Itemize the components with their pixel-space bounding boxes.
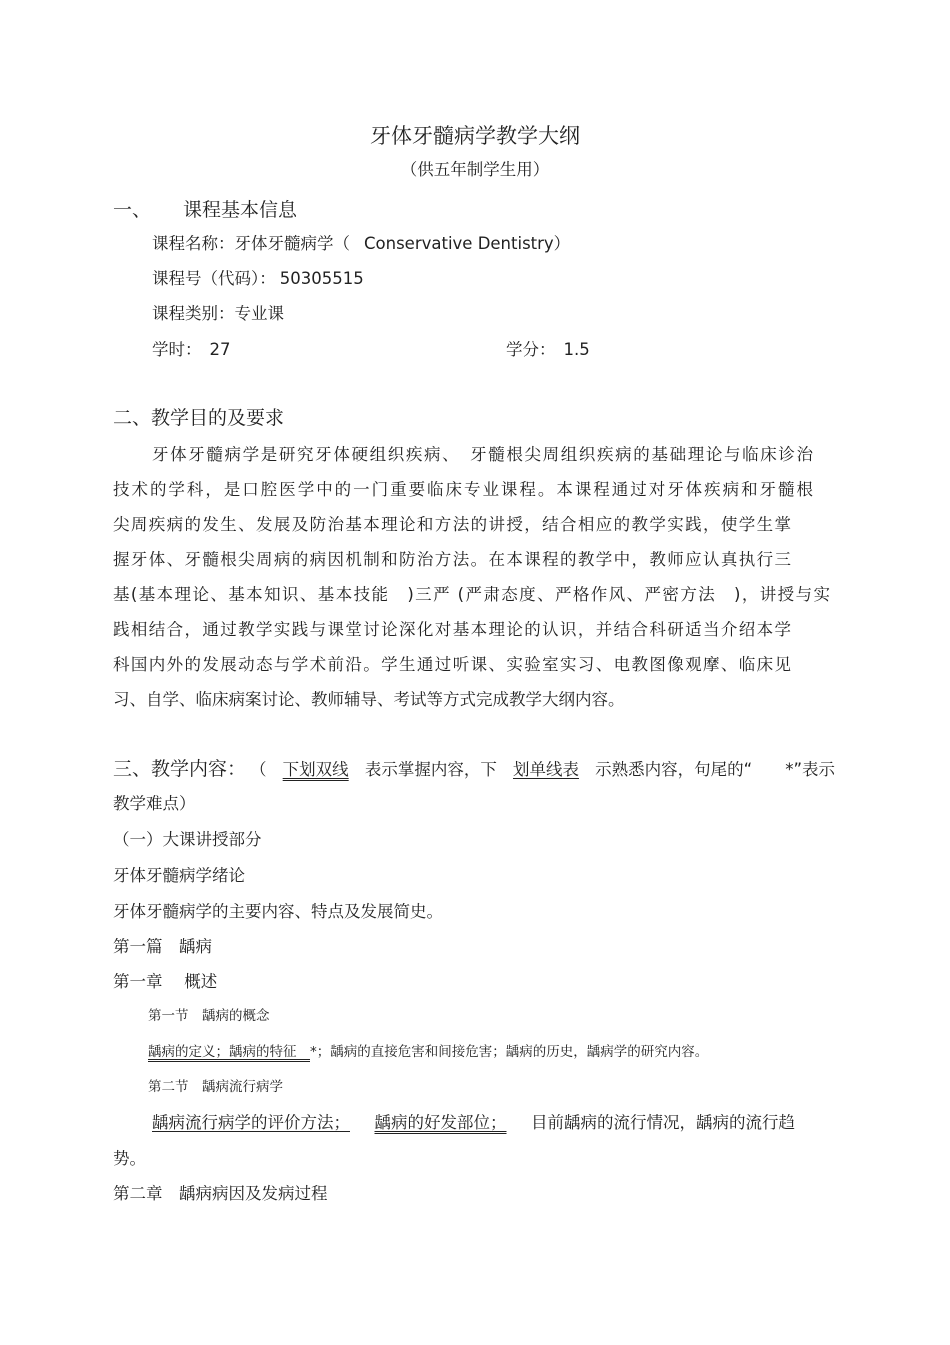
section1-heading: 课程基本信息 xyxy=(183,199,298,221)
epidemiology-other: 目前龋病的流行情况，龋病的流行趋 xyxy=(531,1113,795,1132)
document-subtitle: （供五年制学生用） xyxy=(400,160,550,179)
course-code-value: 50305515 xyxy=(279,269,364,288)
chapter-1-title: 第一章 概述 xyxy=(113,972,218,991)
caries-definition: 龋病的定义； xyxy=(148,1044,229,1060)
hours-label: 学时： xyxy=(152,340,202,359)
intro-title: 牙体牙髓病学绪论 xyxy=(113,866,245,885)
section2-line-4: 握牙体、牙髓根尖周病的病因机制和防治方法。在本课程的教学中，教师应认真执行三 xyxy=(113,550,791,569)
section2-line-1: 牙体牙髓病学是研究牙体硬组织疾病、 牙髓根尖周组织疾病的基础理论与临床诊治 xyxy=(152,445,813,464)
lecture-part: （一）大课讲授部分 xyxy=(113,830,262,849)
note-text-1: 表示掌握内容，下 xyxy=(364,760,497,779)
course-code-label: 课程号（代码）： xyxy=(152,269,276,288)
chapter-2-title: 第二章 龋病病因及发病过程 xyxy=(113,1184,328,1203)
credits-label: 学分： xyxy=(506,340,556,359)
section1-number: 一、 xyxy=(113,199,152,221)
caries-other-content: *；龋病的直接危害和间接危害；龋病的历史，龋病学的研究内容。 xyxy=(310,1044,709,1060)
chapter-1-section-1: 第一节 龋病的概念 xyxy=(148,1008,270,1024)
course-name-english: Conservative Dentistry） xyxy=(364,234,571,253)
section2-line-2: 技术的学科，是口腔医学中的一门重要临床专业课程。本课程通过对牙体疾病和牙髓根 xyxy=(113,480,813,499)
section2-line-3: 尖周疾病的发生、发展及防治基本理论和方法的讲授，结合相应的教学实践，使学生掌 xyxy=(113,515,791,534)
chapter-1-section-2-content-cont: 势。 xyxy=(113,1149,146,1168)
section2-line-7: 科国内外的发展动态与学术前沿。学生通过听课、实验室实习、电教图像观摩、临床见 xyxy=(113,655,791,674)
course-name xyxy=(152,236,570,253)
course-name-label: 课程名称：牙体牙髓病学（ xyxy=(152,234,350,253)
credits-value: 1.5 xyxy=(563,340,590,359)
course-code xyxy=(152,271,364,288)
chapter-1-section-1-content xyxy=(148,1046,708,1060)
section3-note-line2: 教学难点） xyxy=(113,794,196,813)
note-paren: （ xyxy=(250,760,267,779)
section2-line-5: 基(基本理论、基本知识、基本技能 )三严 (严肃态度、严格作风、严密方法 )，讲授与实 xyxy=(113,585,830,604)
note-text-2: 示熟悉内容，句尾的“ *”表示 xyxy=(595,760,835,779)
section2-heading: 二、教学目的及要求 xyxy=(113,407,285,429)
course-category: 课程类别：专业课 xyxy=(152,304,284,323)
chapter-1-section-2: 第二节 龋病流行病学 xyxy=(148,1079,283,1095)
chapter-1-section-2-content xyxy=(152,1115,795,1132)
caries-features: 龋病的特征 xyxy=(229,1044,310,1060)
epidemiology-methods: 龋病流行病学的评价方法； xyxy=(152,1113,350,1132)
note-single-underline: 划单线表 xyxy=(512,760,579,779)
section2-line-6: 践相结合，通过教学实践与课堂讨论深化对基本理论的认识，并结合科研适当介绍本学 xyxy=(113,620,791,639)
section2-line-8: 习、自学、临床病案讨论、教师辅导、考试等方式完成教学大纲内容。 xyxy=(113,690,625,709)
section3-heading-line xyxy=(113,760,835,779)
note-double-underline: 下划双线 xyxy=(282,760,349,779)
course-hours xyxy=(152,342,231,359)
course-credits xyxy=(506,342,590,359)
intro-text: 牙体牙髓病学的主要内容、特点及发展简史。 xyxy=(113,902,443,921)
section3-heading: 三、教学内容： xyxy=(113,758,247,780)
predilection-sites: 龋病的好发部位； xyxy=(374,1113,507,1132)
hours-value: 27 xyxy=(209,340,231,359)
document-title: 牙体牙髓病学教学大纲 xyxy=(370,124,580,148)
section3-note xyxy=(250,762,835,779)
part-one-title: 第一篇 龋病 xyxy=(113,937,212,956)
